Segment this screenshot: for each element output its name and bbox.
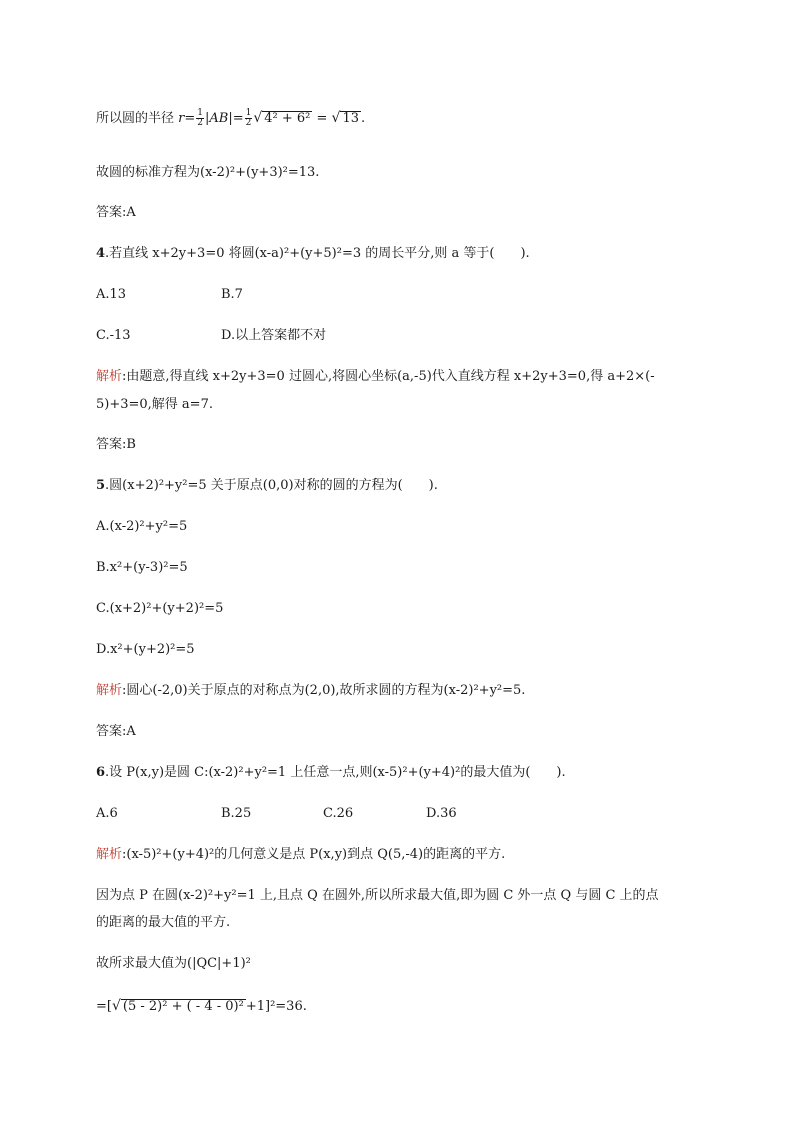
q6-option-b[interactable]: B.25 [221, 806, 252, 821]
q4-option-c[interactable]: C.-13 [96, 328, 131, 343]
half-fraction-2 [245, 109, 253, 128]
q6-analysis-4: 故所求最大值为(|QC|+1)² [96, 956, 251, 971]
analysis-label: 解析 [96, 683, 123, 698]
equals-sign-2: = [312, 111, 332, 126]
final-prefix: =[ [96, 999, 112, 1014]
q5-option-d[interactable]: D.x²+(y+2)²=5 [96, 642, 195, 657]
q4-option-b[interactable]: B.7 [221, 287, 243, 302]
question-text: .圆(x+2)²+y²=5 关于原点(0,0)对称的圆的方程为( ). [105, 478, 438, 493]
question-text: .若直线 x+2y+3=0 将圆(x-a)²+(y+5)²=3 的周长平分,则 a 等于( ). [105, 246, 530, 261]
question-4 [96, 244, 530, 264]
radius-line [96, 108, 365, 129]
q6-option-c[interactable]: C.26 [323, 806, 354, 821]
question-number: 4 [96, 246, 106, 261]
q5-answer: 答案:A [96, 724, 136, 739]
sqrt-body: 4² + 6² [264, 111, 311, 126]
q6-option-d[interactable]: D.36 [426, 806, 457, 821]
q5-option-a[interactable]: A.(x-2)²+y²=5 [96, 519, 188, 534]
period: . [361, 111, 366, 126]
sqrt-sign: √ [253, 110, 263, 126]
half-fraction [196, 109, 204, 128]
q4-option-d[interactable]: D.以上答案都不对 [221, 328, 327, 343]
result-sqrt-sign: √ [331, 110, 341, 126]
final-suffix: +1]²=36. [245, 999, 307, 1014]
q4-analysis-1 [96, 367, 655, 387]
q5-option-b[interactable]: B.x²+(y-3)²=5 [96, 560, 188, 575]
analysis-text: :圆心(-2,0)关于原点的对称点为(2,0),故所求圆的方程为(x-2)²+y²=5. [122, 683, 526, 698]
fraction-denominator: 2 [197, 118, 203, 128]
fraction-numerator-2: 1 [245, 108, 252, 118]
sqrt-body: (5 - 2)² + ( - 4 - 0)² [122, 999, 244, 1014]
standard-equation-line: 故圆的标准方程为(x-2)²+(y+3)²=13. [96, 165, 320, 180]
q6-analysis-3: 的距离的最大值的平方. [96, 915, 231, 930]
answer-3: 答案:A [96, 205, 136, 220]
radius-symbol: r [178, 111, 185, 126]
question-number: 5 [96, 478, 106, 493]
fraction-numerator: 1 [197, 108, 203, 118]
segment-ab: |AB|= [205, 111, 244, 126]
result-sqrt-body: 13 [342, 111, 360, 126]
analysis-label: 解析 [96, 847, 123, 862]
radius-prefix: 所以圆的半径 [96, 111, 179, 126]
q4-option-a[interactable]: A.13 [96, 287, 127, 302]
question-text: .设 P(x,y)是圆 C:(x-2)²+y²=1 上任意一点,则(x-5)²+(y+4)²的最大值为( ). [105, 765, 566, 780]
q6-final-line [96, 996, 307, 1017]
q4-answer: 答案:B [96, 437, 136, 452]
question-5 [96, 476, 438, 496]
analysis-text: :(x-5)²+(y+4)²的几何意义是点 P(x,y)到点 Q(5,-4)的距离的平方. [122, 847, 506, 862]
q6-analysis-2: 因为点 P 在圆(x-2)²+y²=1 上,且点 Q 在圆外,所以所求最大值,即为圆 C 外一点 Q 与圆 C 上的点 [96, 888, 659, 903]
question-6 [96, 763, 566, 783]
q6-analysis-1 [96, 845, 505, 865]
q4-analysis-2: 5)+3=0,解得 a=7. [96, 397, 213, 412]
fraction-denominator-2: 2 [245, 118, 252, 128]
equals-sign: = [184, 111, 196, 126]
analysis-text: :由题意,得直线 x+2y+3=0 过圆心,将圆心坐标(a,-5)代入直线方程 x+2y+3=0,得 a+2×(- [122, 369, 655, 384]
q5-analysis [96, 681, 525, 701]
sqrt-sign: √ [111, 998, 121, 1014]
q5-option-c[interactable]: C.(x+2)²+(y+2)²=5 [96, 601, 224, 616]
analysis-label: 解析 [96, 369, 123, 384]
question-number: 6 [96, 765, 106, 780]
q6-option-a[interactable]: A.6 [96, 806, 118, 821]
